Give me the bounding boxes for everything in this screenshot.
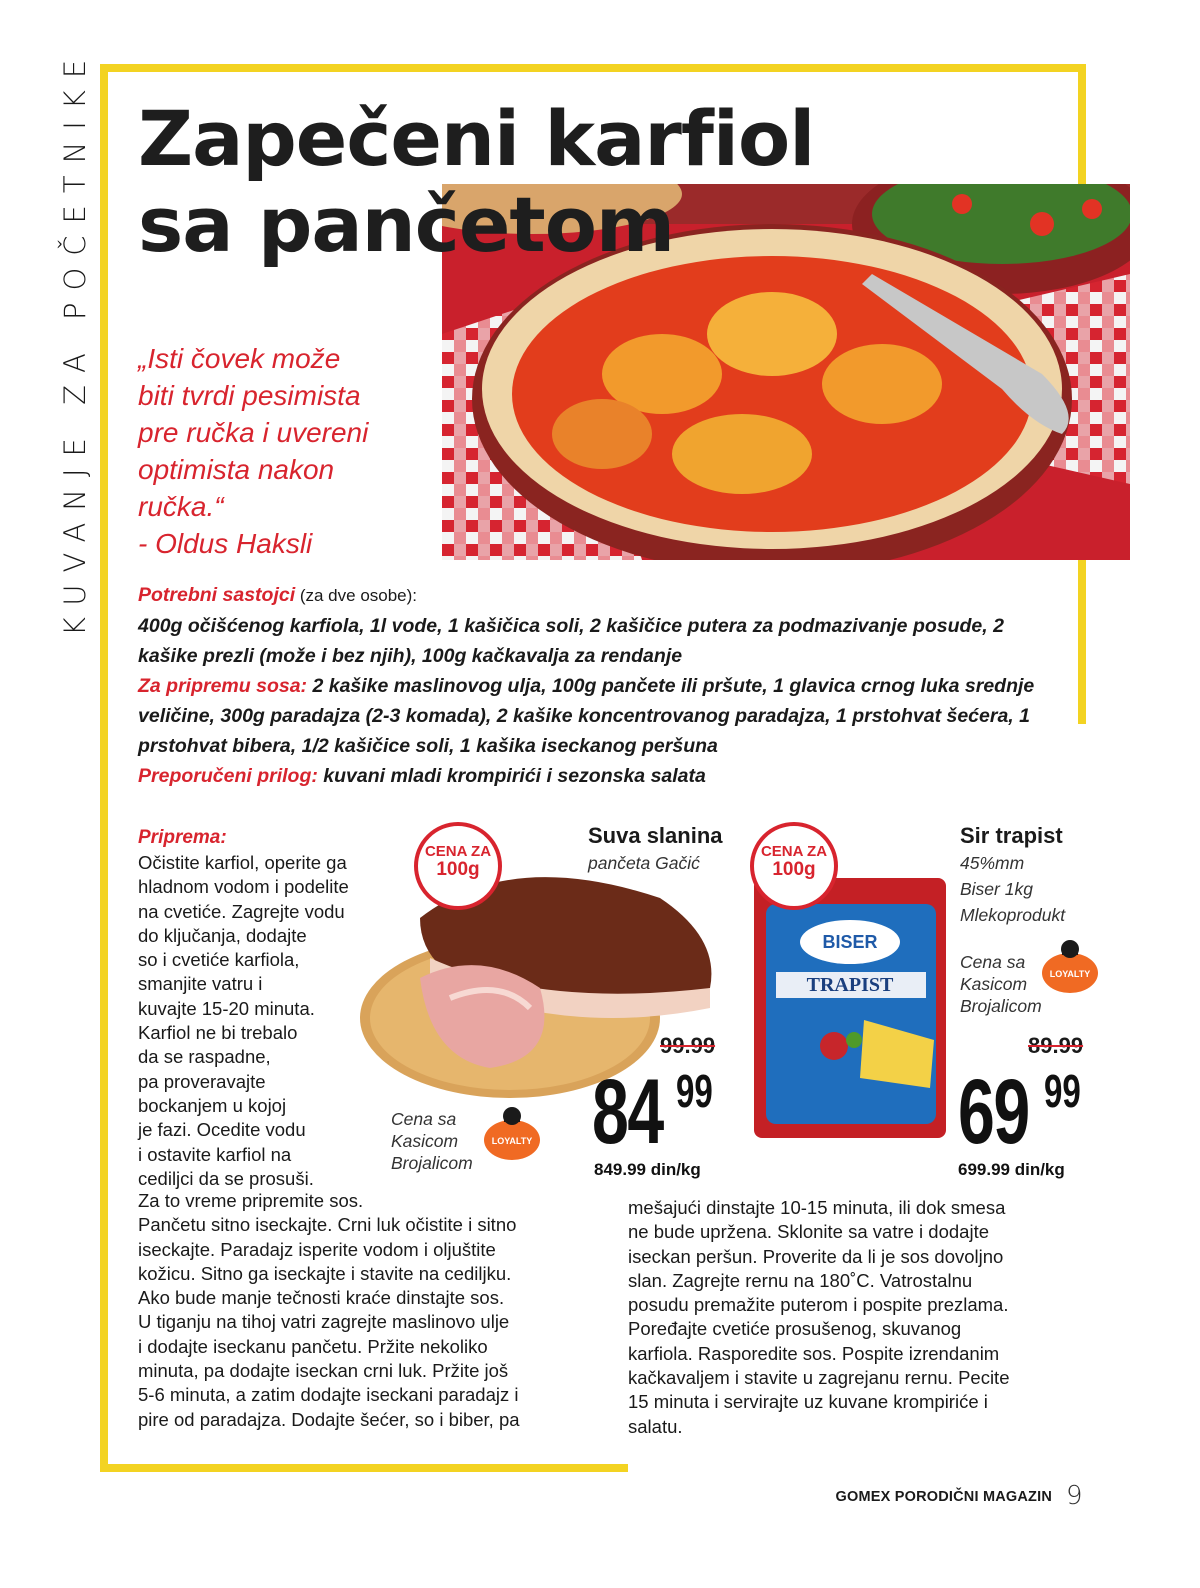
prep-line: ne bude upržena. Sklonite sa vatre i dodajte [628, 1221, 989, 1243]
sauce-text: 2 kašike maslinovog ulja, 100g pančete ili pršute, 1 glavica crnog luka srednje veličine, 300g paradajza (2-3 komada), 2 kašike koncentrovanog paradajza, 1 prstohvat šećera, 1 prstohvat bibera, 1/2 kašičice soli, 1 kašika iseckanog peršuna [138, 675, 1035, 757]
cheese-product-image [754, 870, 946, 1144]
prep-line: Ako bude manje tečnosti kraće dinstajte sos. [138, 1287, 505, 1309]
prep-line: pire od paradajza. Dodajte šećer, so i biber, pa [138, 1408, 520, 1430]
loyalty-line: Cena sa [960, 952, 1026, 972]
product-name: Sir trapist [960, 823, 1063, 848]
prep-line: je fazi. Ocedite vodu [138, 1119, 306, 1141]
quote-author: - Oldus Haksli [138, 528, 313, 559]
prep-line: i dodajte iseckanu pančetu. Pržite nekoliko [138, 1335, 488, 1357]
prep-line: posudu premažite puterom i pospite prezlama. [628, 1294, 1009, 1316]
product-subtitle-line: Mlekoprodukt [960, 905, 1066, 925]
prep-line: do ključanja, dodajte [138, 924, 307, 946]
frame-left-border [100, 64, 108, 1472]
loyalty-line: Kasicom [960, 974, 1028, 994]
quote-block [138, 340, 428, 562]
unit-price: 849.99 din/kg [594, 1160, 701, 1179]
package-name-text: TRAPIST [806, 974, 894, 996]
prep-line: Karfiol ne bi trebalo [138, 1022, 298, 1044]
product-subtitle-line: Biser 1kg [960, 879, 1033, 899]
badge-line-1: CENA ZA [760, 843, 828, 860]
loyalty-line: Brojalicom [960, 996, 1042, 1016]
product-subtitle-line: 45%mm [960, 853, 1025, 873]
side-dish-text: kuvani mladi krompirići i sezonska salata [317, 765, 706, 787]
prep-line: hladnom vodom i podelite [138, 876, 349, 898]
frame-top-border [100, 64, 1086, 72]
loyalty-line: Brojalicom [391, 1153, 473, 1173]
prep-line: pa proveravajte [138, 1070, 266, 1092]
ingredients-list: 400g očišćenog karfiola, 1l vode, 1 kašičica soli, 2 kašičice putera za podmazivanje posude, 2 kašike prezli (može i bez njih), 100g kačkavalja za rendanje [138, 615, 1004, 667]
prep-line: slan. Zagrejte rernu na 180˚C. Vatrostalnu [628, 1269, 973, 1291]
magazine-name: GOMEX PORODIČNI MAGAZIN [835, 1489, 1052, 1505]
loyalty-piggy-icon [480, 1104, 544, 1164]
section-side-label-text: KUVANJE ZA POČETNIKE [58, 47, 92, 636]
price-main: 84 [592, 1061, 663, 1163]
section-side-label [58, 47, 98, 636]
preparation-label: Priprema: [138, 827, 227, 848]
prep-line: iseckan peršun. Proverite da li je sos dovoljno [628, 1245, 1004, 1267]
price-per-100g-badge [414, 822, 502, 910]
badge-line-2: 100g [772, 859, 816, 880]
badge-line-2: 100g [436, 859, 480, 880]
prep-line: minuta, pa dodajte iseckan crni luk. Pržite još [138, 1360, 509, 1382]
quote-line: optimista nakon [138, 454, 335, 485]
loyalty-piggy-icon [1038, 937, 1102, 997]
prep-line: 15 minuta i servirajte uz kuvane krompiriće i [628, 1391, 988, 1413]
cheese-package-illustration [754, 870, 946, 1144]
loyalty-badge-text: LOYALTY [491, 1136, 533, 1146]
prep-line: bockanjem u kojoj [138, 1094, 287, 1116]
loyalty-line: Cena sa [391, 1109, 457, 1129]
prep-line: Za to vreme pripremite sos. [138, 1190, 364, 1211]
prep-line: kožicu. Sitno ga iseckajte i stavite na cediljku. [138, 1262, 512, 1284]
prep-line: U tiganju na tihoj vatri zagrejte maslinovo ulje [138, 1311, 510, 1333]
prep-line: Očistite karfiol, operite ga [138, 852, 347, 873]
quote-line: biti tvrdi pesimista [138, 380, 361, 411]
prep-line: karfiola. Rasporedite sos. Pospite izrendanim [628, 1342, 1000, 1364]
product-subtitle [960, 850, 1065, 928]
prep-line: mešajući dinstajte 10-15 minuta, ili dok smesa [628, 1197, 1006, 1218]
side-dish-label: Preporučeni prilog: [138, 765, 318, 787]
prep-line: cediljci da se prosuši. [138, 1167, 314, 1189]
prep-line: so i cvetiće karfiola, [138, 949, 300, 971]
product-subtitle: pančeta Gačić [588, 853, 700, 873]
prep-line: 5-6 minuta, a zatim dodajte iseckani paradajz i [138, 1384, 519, 1406]
recipe-title-line-2: sa pančetom [138, 180, 675, 269]
preparation-column-1 [138, 851, 398, 1191]
quote-line: pre ručka i uvereni [138, 417, 369, 448]
price-per-100g-badge [750, 822, 838, 910]
ingredients-label: Potrebni sastojci [138, 584, 296, 606]
loyalty-price-note [960, 951, 1042, 1017]
page-number: 9 [1066, 1481, 1083, 1511]
price-cents: 99 [676, 1065, 713, 1117]
price-main: 69 [958, 1061, 1029, 1163]
preparation-column-2 [628, 1196, 1068, 1439]
old-price: 89.99 [1028, 1033, 1084, 1058]
frame-bottom-border [100, 1464, 628, 1472]
prep-line: Poređajte cvetiće prosušenog, skuvanog [628, 1318, 962, 1340]
old-price: 99.99 [660, 1033, 716, 1058]
prep-line: kuvajte 15-20 minuta. [138, 997, 315, 1019]
prep-line: iseckajte. Paradajz isperite vodom i oljuštite [138, 1238, 496, 1260]
prep-line: na cvetiće. Zagrejte vodu [138, 900, 345, 922]
ingredients-heading [138, 580, 1058, 611]
prep-line: salatu. [628, 1415, 683, 1437]
preparation-continued [138, 1189, 608, 1432]
side-dish [138, 761, 1058, 791]
prep-line: da se raspadne, [138, 1046, 271, 1068]
recipe-title [138, 96, 938, 268]
bacon-illustration [360, 858, 720, 1098]
loyalty-line: Kasicom [391, 1131, 459, 1151]
sauce-ingredients [138, 671, 1058, 761]
unit-price: 699.99 din/kg [958, 1160, 1065, 1179]
loyalty-price-note [391, 1108, 473, 1174]
prep-line: smanjite vatru i [138, 973, 263, 995]
prep-line: Pančetu sitno iseckajte. Crni luk očistite i sitno [138, 1214, 517, 1236]
package-brand-text: BISER [822, 932, 878, 952]
ingredients-block [138, 580, 1058, 791]
quote-line: „Isti čovek može [138, 343, 341, 374]
prep-line: kačkavaljem i stavite u zagrejanu rernu. Pecite [628, 1367, 1010, 1389]
prep-line: i ostavite karfiol na [138, 1143, 292, 1165]
sauce-label: Za pripremu sosa: [138, 675, 308, 697]
quote-line: ručka.“ [138, 491, 224, 522]
badge-line-1: CENA ZA [424, 843, 492, 860]
bacon-product-image [360, 858, 720, 1098]
ingredients-note: (za dve osobe): [295, 586, 418, 605]
loyalty-badge-text: LOYALTY [1049, 969, 1091, 979]
price-cents: 99 [1044, 1065, 1081, 1117]
product-name: Suva slanina [588, 823, 723, 848]
recipe-title-line-1: Zapečeni karfiol [138, 94, 815, 183]
